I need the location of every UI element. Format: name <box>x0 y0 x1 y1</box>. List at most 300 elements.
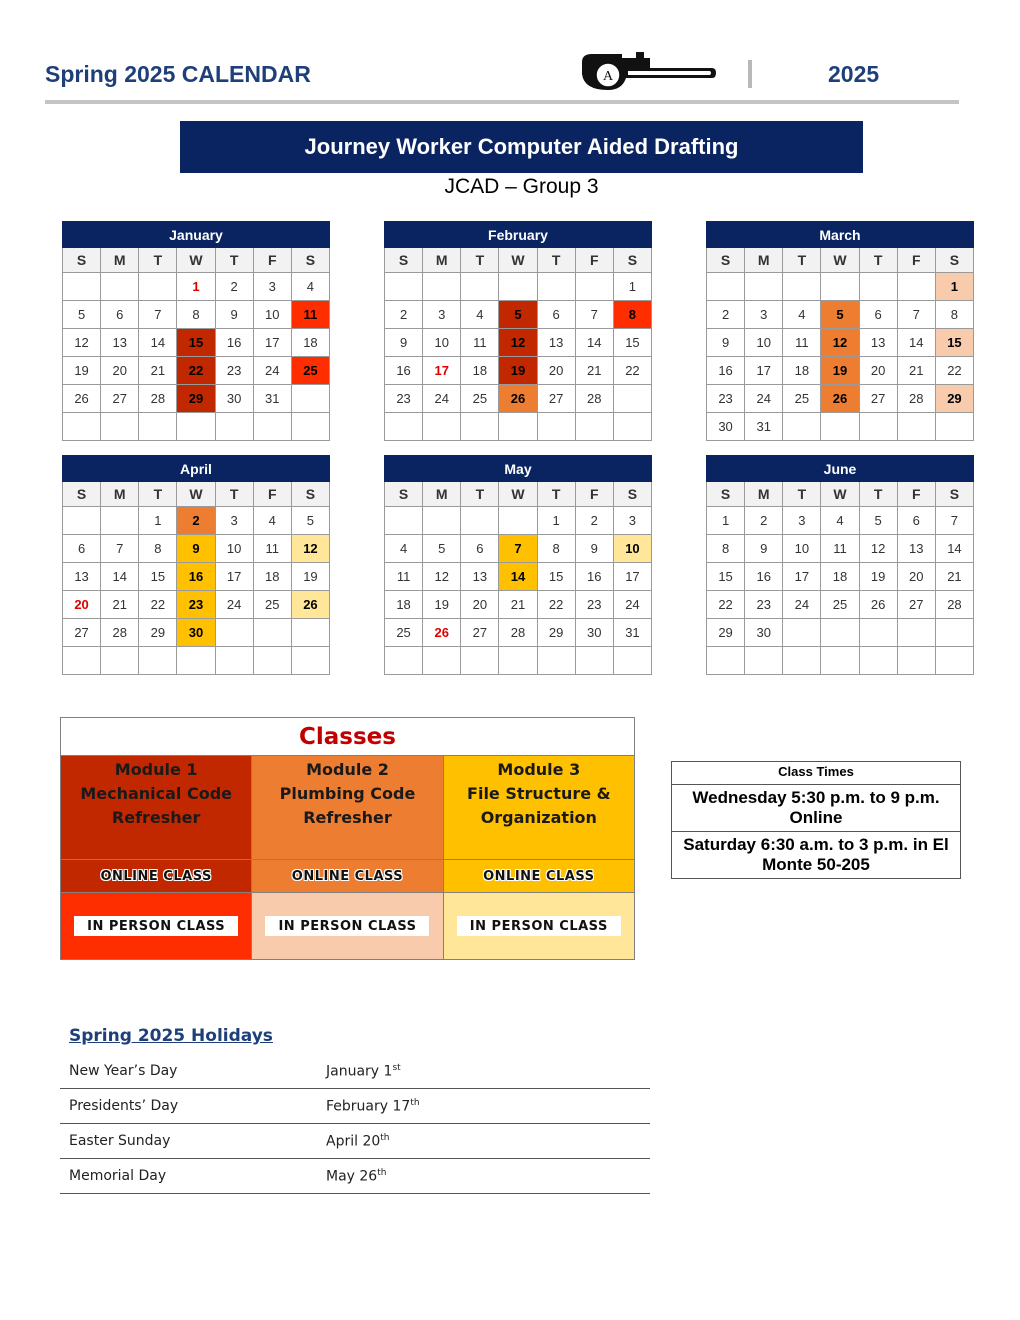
calendar-day: 22 <box>177 357 215 385</box>
calendar-empty-cell <box>859 413 897 441</box>
calendar-day: 26 <box>291 591 329 619</box>
calendar-empty-cell <box>897 273 935 301</box>
weekday-header: S <box>613 248 651 273</box>
in-person-class-label: IN PERSON CLASS <box>74 916 238 936</box>
calendar-day: 25 <box>783 385 821 413</box>
calendar-day: 27 <box>101 385 139 413</box>
calendar-day: 18 <box>783 357 821 385</box>
calendar-day: 13 <box>537 329 575 357</box>
calendar-day: 7 <box>575 301 613 329</box>
online-class-cell <box>61 859 252 892</box>
weekday-header: W <box>821 482 859 507</box>
calendar-day: 29 <box>537 619 575 647</box>
calendar-day: 10 <box>215 535 253 563</box>
calendar-day: 6 <box>63 535 101 563</box>
calendar-day: 30 <box>707 413 745 441</box>
calendar-empty-cell <box>859 647 897 675</box>
weekday-header: S <box>935 248 973 273</box>
calendar-empty-cell <box>859 619 897 647</box>
calendar-day: 8 <box>613 301 651 329</box>
calendar-empty-cell <box>385 413 423 441</box>
module-1-cell <box>61 756 252 859</box>
calendar-day: 26 <box>423 619 461 647</box>
weekday-header: S <box>707 248 745 273</box>
logo-letter: A <box>602 69 614 84</box>
calendar-empty-cell <box>499 507 537 535</box>
calendar-day: 27 <box>461 619 499 647</box>
calendar-empty-cell <box>859 273 897 301</box>
calendar-empty-cell <box>253 619 291 647</box>
calendar-day: 22 <box>613 357 651 385</box>
calendar-empty-cell <box>537 647 575 675</box>
class-times-box <box>671 761 961 879</box>
calendar-empty-cell <box>897 619 935 647</box>
calendar-day: 23 <box>575 591 613 619</box>
calendar-day: 24 <box>215 591 253 619</box>
calendar-day: 7 <box>935 507 973 535</box>
calendar-empty-cell <box>101 507 139 535</box>
weekday-header: W <box>177 248 215 273</box>
calendar-day: 28 <box>499 619 537 647</box>
calendar-day: 2 <box>707 301 745 329</box>
calendar-day: 13 <box>63 563 101 591</box>
calendar-day: 25 <box>461 385 499 413</box>
calendar-empty-cell <box>707 273 745 301</box>
calendar-day: 28 <box>575 385 613 413</box>
calendar-day: 20 <box>461 591 499 619</box>
weekday-header: W <box>499 248 537 273</box>
calendar-empty-cell <box>291 385 329 413</box>
calendar-empty-cell <box>291 647 329 675</box>
calendar-day: 6 <box>537 301 575 329</box>
module-label: Module 1 <box>114 760 198 779</box>
calendar-day: 4 <box>461 301 499 329</box>
calendar-day: 29 <box>177 385 215 413</box>
calendar-empty-cell <box>63 647 101 675</box>
calendar-day: 12 <box>423 563 461 591</box>
calendar-empty-cell <box>139 413 177 441</box>
calendar-day: 10 <box>745 329 783 357</box>
calendar-empty-cell <box>821 619 859 647</box>
weekday-header: S <box>291 248 329 273</box>
weekday-header: M <box>423 248 461 273</box>
calendar-day: 31 <box>745 413 783 441</box>
weekday-header: M <box>101 482 139 507</box>
calendar-day: 13 <box>897 535 935 563</box>
calendar-day: 9 <box>215 301 253 329</box>
calendar-day: 17 <box>215 563 253 591</box>
calendar-day: 19 <box>859 563 897 591</box>
classes-legend <box>60 717 635 960</box>
weekday-header: S <box>613 482 651 507</box>
calendar-day: 15 <box>935 329 973 357</box>
calendar-day: 5 <box>499 301 537 329</box>
calendar-empty-cell <box>423 507 461 535</box>
calendar-day: 28 <box>897 385 935 413</box>
calendar-day: 15 <box>177 329 215 357</box>
month-name: February <box>385 222 652 248</box>
calendar-day: 8 <box>177 301 215 329</box>
calendar-day: 10 <box>423 329 461 357</box>
calendar-empty-cell <box>461 413 499 441</box>
holiday-name: Memorial Day <box>60 1159 317 1194</box>
weekday-header: T <box>461 248 499 273</box>
weekday-header: T <box>139 248 177 273</box>
calendar-day: 1 <box>707 507 745 535</box>
calendar-day: 4 <box>783 301 821 329</box>
online-class-label: ONLINE CLASS <box>483 868 595 884</box>
calendar-day: 5 <box>821 301 859 329</box>
calendar-day: 3 <box>745 301 783 329</box>
calendar-day: 8 <box>139 535 177 563</box>
calendar-day: 12 <box>859 535 897 563</box>
calendar-empty-cell <box>139 273 177 301</box>
calendar-day: 1 <box>139 507 177 535</box>
calendar-day: 11 <box>821 535 859 563</box>
calendar-day: 25 <box>253 591 291 619</box>
weekday-header: W <box>821 248 859 273</box>
calendar-day: 18 <box>253 563 291 591</box>
calendar-empty-cell <box>707 647 745 675</box>
module-name: Refresher <box>303 808 392 827</box>
calendar-day: 5 <box>859 507 897 535</box>
weekday-header: S <box>385 482 423 507</box>
calendar-day: 4 <box>385 535 423 563</box>
holiday-name: Presidents’ Day <box>60 1089 317 1124</box>
calendar-day: 7 <box>139 301 177 329</box>
calendar-day: 28 <box>101 619 139 647</box>
calendar-day: 16 <box>177 563 215 591</box>
calendar-day: 29 <box>139 619 177 647</box>
calendar-day: 6 <box>897 507 935 535</box>
page-title: Spring 2025 CALENDAR <box>45 61 311 87</box>
calendar-day: 24 <box>613 591 651 619</box>
class-time-row: Wednesday 5:30 p.m. to 9 p.m. Online <box>672 785 960 832</box>
calendar-day: 14 <box>935 535 973 563</box>
calendar-day: 18 <box>385 591 423 619</box>
calendar-day: 11 <box>461 329 499 357</box>
weekday-header: F <box>253 482 291 507</box>
calendar-day: 7 <box>101 535 139 563</box>
holiday-name: New Year’s Day <box>60 1054 317 1089</box>
calendar-day: 22 <box>537 591 575 619</box>
calendar-day: 15 <box>537 563 575 591</box>
calendar-day: 30 <box>177 619 215 647</box>
calendar-day: 16 <box>215 329 253 357</box>
weekday-header: W <box>499 482 537 507</box>
calendar-day: 20 <box>897 563 935 591</box>
calendar-empty-cell <box>215 647 253 675</box>
calendar-may <box>384 455 652 675</box>
calendar-day: 25 <box>385 619 423 647</box>
calendar-day: 30 <box>215 385 253 413</box>
weekday-header: F <box>253 248 291 273</box>
calendar-day: 17 <box>253 329 291 357</box>
calendar-day: 14 <box>897 329 935 357</box>
holiday-date: February 17th <box>317 1089 650 1124</box>
calendar-day: 2 <box>745 507 783 535</box>
calendar-empty-cell <box>783 619 821 647</box>
weekday-header: T <box>215 248 253 273</box>
calendar-day: 2 <box>575 507 613 535</box>
weekday-header: T <box>783 482 821 507</box>
weekday-header: F <box>897 482 935 507</box>
calendar-day: 10 <box>783 535 821 563</box>
calendar-day: 4 <box>291 273 329 301</box>
in-person-class-label: IN PERSON CLASS <box>265 916 429 936</box>
header-year: 2025 <box>828 61 880 87</box>
calendar-day: 23 <box>745 591 783 619</box>
calendar-empty-cell <box>385 273 423 301</box>
calendar-day: 21 <box>575 357 613 385</box>
calendar-day: 15 <box>707 563 745 591</box>
holiday-row <box>60 1054 650 1089</box>
weekday-header: M <box>745 248 783 273</box>
calendar-day: 12 <box>291 535 329 563</box>
calendar-day: 24 <box>253 357 291 385</box>
calendar-day: 4 <box>253 507 291 535</box>
calendar-empty-cell <box>215 619 253 647</box>
calendar-day: 26 <box>63 385 101 413</box>
calendar-day: 12 <box>63 329 101 357</box>
calendar-day: 20 <box>63 591 101 619</box>
calendar-day: 15 <box>613 329 651 357</box>
calendar-day: 18 <box>461 357 499 385</box>
calendar-empty-cell <box>101 273 139 301</box>
month-name: June <box>707 456 974 482</box>
calendar-march <box>706 221 974 441</box>
calendar-empty-cell <box>499 647 537 675</box>
calendar-day: 5 <box>63 301 101 329</box>
calendar-empty-cell <box>537 273 575 301</box>
calendar-empty-cell <box>821 647 859 675</box>
weekday-header: S <box>63 482 101 507</box>
calendar-day: 10 <box>613 535 651 563</box>
calendar-empty-cell <box>215 413 253 441</box>
calendar-day: 3 <box>215 507 253 535</box>
module-name: Organization <box>480 808 597 827</box>
calendar-day: 2 <box>177 507 215 535</box>
weekday-header: F <box>575 482 613 507</box>
calendar-day: 11 <box>291 301 329 329</box>
calendar-empty-cell <box>139 647 177 675</box>
calendar-day: 27 <box>63 619 101 647</box>
calendar-day: 16 <box>385 357 423 385</box>
calendar-empty-cell <box>63 413 101 441</box>
calendar-day: 19 <box>821 357 859 385</box>
calendar-day: 22 <box>935 357 973 385</box>
calendar-day: 1 <box>177 273 215 301</box>
calendar-day: 4 <box>821 507 859 535</box>
module-name: Refresher <box>111 808 201 827</box>
calendar-empty-cell <box>63 273 101 301</box>
weekday-header: S <box>935 482 973 507</box>
calendar-day: 9 <box>745 535 783 563</box>
calendar-empty-cell <box>101 413 139 441</box>
calendar-day: 18 <box>821 563 859 591</box>
weekday-header: F <box>897 248 935 273</box>
calendar-day: 20 <box>101 357 139 385</box>
calendar-empty-cell <box>935 413 973 441</box>
calendar-day: 29 <box>935 385 973 413</box>
calendar-day: 7 <box>897 301 935 329</box>
module-name: Mechanical Code <box>80 784 233 803</box>
calendar-empty-cell <box>423 413 461 441</box>
weekday-header: T <box>215 482 253 507</box>
month-name: January <box>63 222 330 248</box>
calendar-empty-cell <box>575 647 613 675</box>
holiday-row <box>60 1124 650 1159</box>
calendar-day: 30 <box>745 619 783 647</box>
calendar-day: 8 <box>707 535 745 563</box>
calendar-empty-cell <box>291 413 329 441</box>
calendar-day: 16 <box>745 563 783 591</box>
calendar-day: 1 <box>935 273 973 301</box>
calendar-empty-cell <box>935 647 973 675</box>
holiday-date: January 1st <box>317 1054 650 1089</box>
program-banner: Journey Worker Computer Aided Drafting <box>180 121 863 173</box>
calendar-empty-cell <box>821 273 859 301</box>
weekday-header: T <box>537 248 575 273</box>
calendar-day: 9 <box>385 329 423 357</box>
weekday-header: T <box>537 482 575 507</box>
holiday-name: Easter Sunday <box>60 1124 317 1159</box>
classes-title: Classes <box>61 718 634 756</box>
calendar-june <box>706 455 974 675</box>
calendar-empty-cell <box>253 647 291 675</box>
holiday-date: May 26th <box>317 1159 650 1194</box>
calendar-day: 3 <box>253 273 291 301</box>
calendar-day: 6 <box>461 535 499 563</box>
calendar-day: 23 <box>215 357 253 385</box>
calendar-day: 19 <box>423 591 461 619</box>
calendar-february <box>384 221 652 441</box>
calendar-day: 11 <box>385 563 423 591</box>
calendar-day: 20 <box>537 357 575 385</box>
calendar-day: 27 <box>537 385 575 413</box>
calendar-empty-cell <box>575 413 613 441</box>
calendar-day: 24 <box>745 385 783 413</box>
calendar-empty-cell <box>461 273 499 301</box>
calendar-day: 15 <box>139 563 177 591</box>
calendar-empty-cell <box>783 413 821 441</box>
header-separator <box>748 60 752 88</box>
calendar-day: 17 <box>783 563 821 591</box>
month-name: March <box>707 222 974 248</box>
calendar-day: 3 <box>613 507 651 535</box>
calendar-empty-cell <box>575 273 613 301</box>
calendar-day: 22 <box>707 591 745 619</box>
weekday-header: T <box>859 248 897 273</box>
in-person-class-cell <box>61 892 252 959</box>
weekday-header: M <box>423 482 461 507</box>
online-class-label: ONLINE CLASS <box>291 868 404 884</box>
calendar-day: 25 <box>821 591 859 619</box>
calendar-empty-cell <box>177 647 215 675</box>
calendar-day: 27 <box>897 591 935 619</box>
calendar-day: 13 <box>461 563 499 591</box>
calendar-day: 9 <box>177 535 215 563</box>
calendar-empty-cell <box>461 507 499 535</box>
weekday-header: W <box>177 482 215 507</box>
calendar-day: 17 <box>423 357 461 385</box>
calendar-day: 20 <box>859 357 897 385</box>
calendar-day: 21 <box>897 357 935 385</box>
header-rule <box>45 100 959 104</box>
calendar-day: 17 <box>745 357 783 385</box>
calendar-empty-cell <box>613 385 651 413</box>
calendar-day: 19 <box>291 563 329 591</box>
holidays-title: Spring 2025 Holidays <box>69 1026 273 1046</box>
calendar-empty-cell <box>499 273 537 301</box>
calendar-empty-cell <box>499 413 537 441</box>
calendar-day: 6 <box>101 301 139 329</box>
calendar-day: 12 <box>499 329 537 357</box>
weekday-header: S <box>385 248 423 273</box>
calendar-empty-cell <box>935 619 973 647</box>
calendar-day: 5 <box>423 535 461 563</box>
calendar-day: 22 <box>139 591 177 619</box>
calendar-day: 5 <box>291 507 329 535</box>
calendar-day: 24 <box>783 591 821 619</box>
pipe-wrench-logo-icon <box>578 48 718 94</box>
calendar-day: 12 <box>821 329 859 357</box>
holiday-row <box>60 1159 650 1194</box>
online-class-cell <box>444 859 634 892</box>
calendar-day: 24 <box>423 385 461 413</box>
module-name: File Structure & <box>467 784 611 803</box>
module-label: Module 3 <box>497 760 581 779</box>
calendar-january <box>62 221 330 441</box>
month-name: April <box>63 456 330 482</box>
calendar-day: 19 <box>499 357 537 385</box>
calendar-day: 14 <box>499 563 537 591</box>
calendar-empty-cell <box>745 273 783 301</box>
calendar-day: 13 <box>859 329 897 357</box>
weekday-header: M <box>745 482 783 507</box>
calendar-empty-cell <box>897 413 935 441</box>
calendar-day: 31 <box>253 385 291 413</box>
calendar-empty-cell <box>423 273 461 301</box>
calendar-day: 10 <box>253 301 291 329</box>
calendar-day: 26 <box>499 385 537 413</box>
in-person-class-cell <box>252 892 443 959</box>
weekday-header: T <box>859 482 897 507</box>
weekday-header: T <box>783 248 821 273</box>
calendar-day: 9 <box>707 329 745 357</box>
calendar-empty-cell <box>101 647 139 675</box>
calendar-empty-cell <box>537 413 575 441</box>
module-label: Module 2 <box>306 760 389 779</box>
calendar-empty-cell <box>613 647 651 675</box>
calendar-day: 16 <box>707 357 745 385</box>
calendar-day: 2 <box>215 273 253 301</box>
in-person-class-cell <box>444 892 634 959</box>
calendar-day: 13 <box>101 329 139 357</box>
calendar-day: 19 <box>63 357 101 385</box>
calendar-day: 3 <box>423 301 461 329</box>
in-person-class-label: IN PERSON CLASS <box>457 916 621 936</box>
calendar-empty-cell <box>385 647 423 675</box>
calendar-empty-cell <box>745 647 783 675</box>
calendar-empty-cell <box>385 507 423 535</box>
calendar-day: 8 <box>537 535 575 563</box>
calendar-day: 21 <box>139 357 177 385</box>
calendar-day: 23 <box>707 385 745 413</box>
weekday-header: T <box>139 482 177 507</box>
holiday-date: April 20th <box>317 1124 650 1159</box>
calendar-day: 1 <box>613 273 651 301</box>
